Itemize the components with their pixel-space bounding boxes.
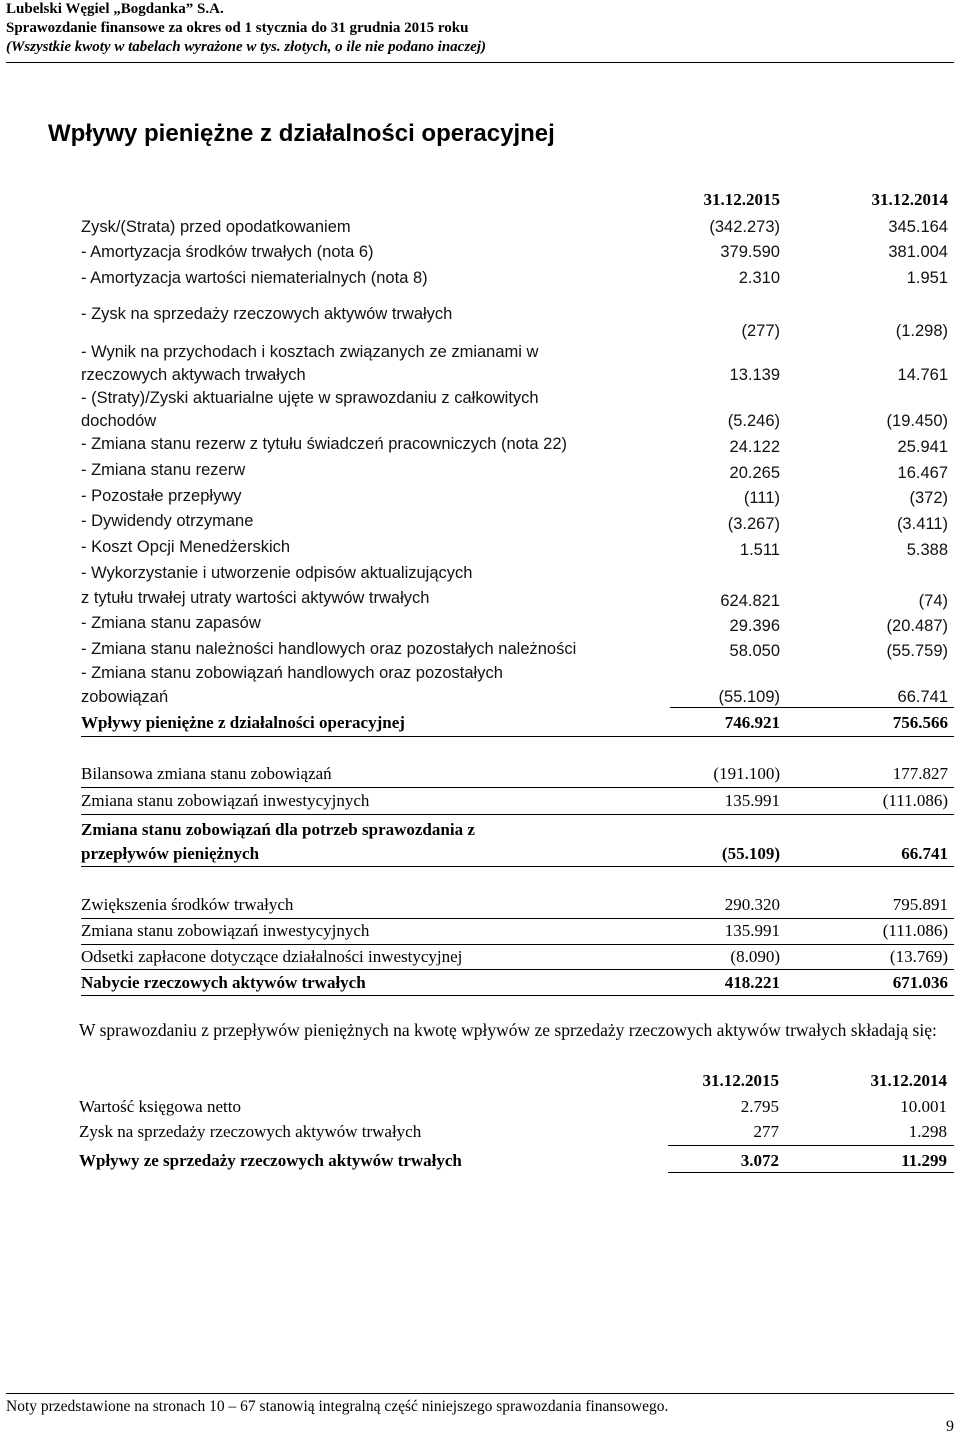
col-2015: 31.12.2015 [703, 190, 780, 209]
row-rule [81, 814, 954, 815]
page-header [6, 0, 954, 63]
page-footer [6, 1393, 954, 1415]
report-period: Sprawozdanie finansowe za okres od 1 stycznia do 31 grudnia 2015 roku [6, 20, 469, 36]
page-number: 9 [946, 1418, 954, 1435]
section-title: Wpływy pieniężne z działalności operacyjnej [48, 120, 555, 147]
total-underline [81, 995, 954, 996]
explanatory-paragraph: W sprawozdaniu z przepływów pieniężnych na kwotę wpływów ze sprzedaży rzeczowych aktywów trwałych składają się: [79, 1020, 937, 1040]
total-underline [81, 866, 954, 867]
total-underline [81, 736, 954, 737]
subtotal-rule [668, 1145, 954, 1146]
subtotal-rule [670, 707, 954, 708]
row-rule [81, 969, 954, 970]
amounts-note: (Wszystkie kwoty w tabelach wyrażone w tys. złotych, o ile nie podano inaczej) [6, 39, 486, 55]
col-2015: 31.12.2015 [702, 1071, 779, 1090]
company-name: Lubelski Węgiel „Bogdanka” S.A. [6, 1, 224, 17]
total-underline [668, 1172, 954, 1173]
row-rule [81, 787, 954, 788]
col-2014: 31.12.2014 [870, 1071, 947, 1090]
col-2014: 31.12.2014 [871, 190, 948, 209]
footer-note: Noty przedstawione na stronach 10 – 67 stanowią integralną część niniejszego sprawozdania finansowego. [6, 1398, 669, 1415]
